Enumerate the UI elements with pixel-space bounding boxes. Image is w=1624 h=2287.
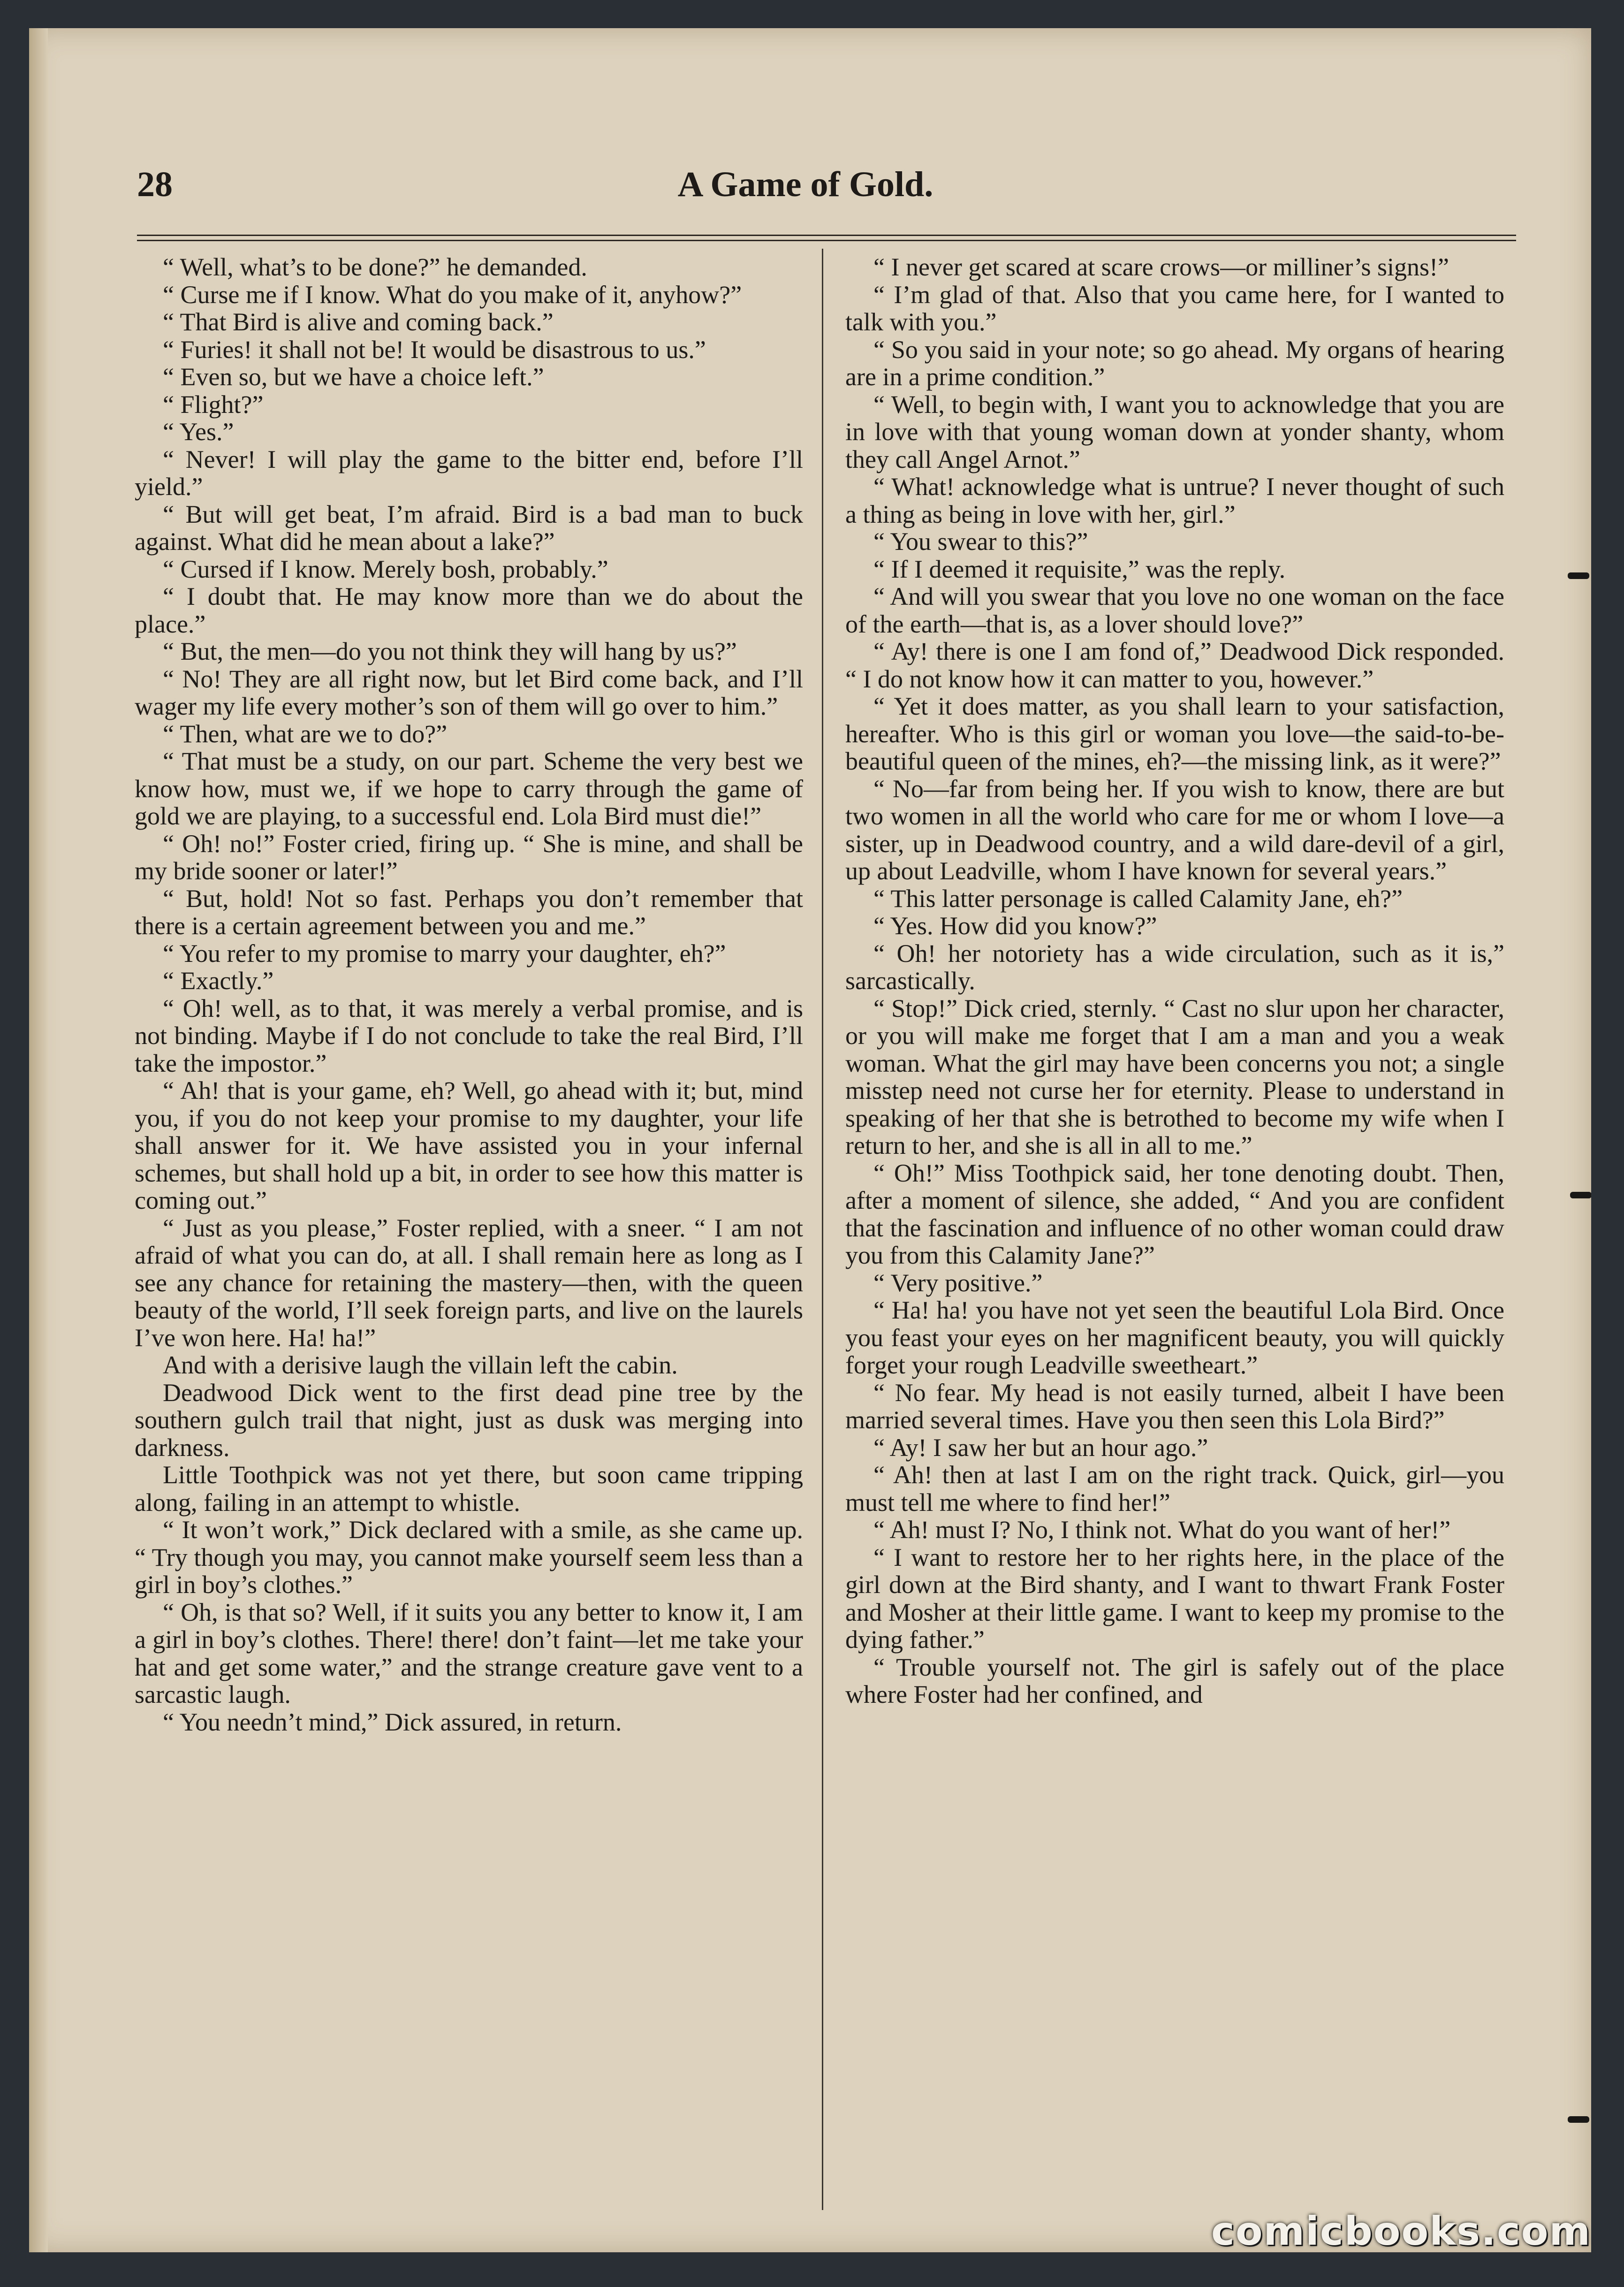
paragraph: “ So you said in your note; so go ahead. My organs of hearing are in a prime condition.” — [845, 335, 1504, 391]
ink-blot — [1568, 2116, 1589, 2123]
paragraph: Little Toothpick was not yet there, but soon came tripping along, failing in an attempt to whistle. — [135, 1461, 803, 1517]
paragraph: “ I want to restore her to her rights here, in the place of the girl down at the Bird shanty, and I want to thwart Frank Foster and Mosher at their little game. I want to keep my promise to the dying father.” — [845, 1543, 1504, 1654]
paragraph: “ This latter personage is called Calamity Jane, eh?” — [873, 884, 1403, 913]
page-header — [137, 155, 1474, 225]
paragraph: “ Ah! must I? No, I think not. What do you want of her!” — [873, 1516, 1451, 1544]
paragraph: “ That Bird is alive and coming back.” — [163, 308, 554, 336]
paragraph: “ Trouble yourself not. The girl is safely out of the place where Foster had her confined, and — [845, 1653, 1504, 1708]
paragraph: “ Cursed if I know. Merely bosh, probably.” — [163, 555, 608, 583]
paragraph: “ Ay! there is one I am fond of,” Deadwood Dick responded. “ I do not know how it can matter to you, however.” — [845, 637, 1504, 693]
paragraph: “ Then, what are we to do?” — [163, 719, 448, 748]
paragraph: “ Ay! I saw her but an hour ago.” — [873, 1433, 1208, 1462]
paragraph: “ Well, to begin with, I want you to acknowledge that you are in love with that young woman down at yonder shanty, whom they call Angel Arnot.” — [845, 390, 1504, 473]
paragraph: “ I doubt that. He may know more than we do about the place.” — [135, 582, 803, 638]
paragraph: “ Never! I will play the game to the bitter end, before I’ll yield.” — [135, 445, 803, 501]
paragraph: “ Yet it does matter, as you shall learn to your satisfaction, hereafter. Who is this girl or woman you love—the said-to-be-beautiful queen of the mines, eh?—the missing link, as it were?” — [845, 692, 1504, 775]
ink-blot — [1570, 1192, 1591, 1198]
paragraph: “ But, hold! Not so fast. Perhaps you don’t remember that there is a certain agreement between you and me.” — [135, 884, 803, 940]
paragraph: “ No fear. My head is not easily turned, albeit I have been married several times. Have you then seen this Lola Bird?” — [845, 1378, 1504, 1434]
paragraph: “ Curse me if I know. What do you make of it, anyhow?” — [163, 280, 742, 309]
paragraph: “ Oh! well, as to that, it was merely a verbal promise, and is not binding. Maybe if I do not conclude to take the real Bird, I’ll take the impostor.” — [135, 994, 803, 1077]
paragraph: “ But will get beat, I’m afraid. Bird is a bad man to buck against. What did he mean about a lake?” — [135, 500, 803, 556]
left-column — [135, 253, 803, 2210]
right-column — [845, 253, 1504, 2210]
paragraph: “ Ah! then at last I am on the right track. Quick, girl—you must tell me where to find her!” — [845, 1461, 1504, 1517]
paragraph: “ You refer to my promise to marry your daughter, eh?” — [163, 939, 726, 968]
paragraph: “ Flight?” — [163, 390, 264, 419]
paragraph: “ Yes. How did you know?” — [873, 912, 1157, 940]
paragraph: “ That must be a study, on our part. Scheme the very best we know how, must we, if we hope to carry through the game of gold we are playing, to a successful end. Lola Bird must die!” — [135, 747, 803, 830]
paragraph: “ You swear to this?” — [873, 527, 1088, 556]
paragraph: “ It won’t work,” Dick declared with a smile, as she came up. “ Try though you may, you cannot make yourself seem less than a girl in boy’s clothes.” — [135, 1516, 803, 1599]
site-watermark: comicbooks.com — [1211, 2208, 1591, 2254]
paragraph: “ I’m glad of that. Also that you came here, for I wanted to talk with you.” — [845, 280, 1504, 336]
page-number: 28 — [137, 165, 173, 204]
header-rule — [137, 235, 1516, 241]
paragraph: “ Ha! ha! you have not yet seen the beautiful Lola Bird. Once you feast your eyes on her magnificent beauty, you will quickly forget your rough Leadville sweetheart.” — [845, 1296, 1504, 1379]
paragraph: “ No—far from being her. If you wish to know, there are but two women in all the world who care for me or whom I love—a sister, up in Deadwood country, and a wild dare-devil of a girl, up about Leadville, whom I have known for several years.” — [845, 774, 1504, 885]
page-binding-edge — [29, 28, 48, 2252]
paragraph: “ No! They are all right now, but let Bird come back, and I’ll wager my life every mother’s son of them will go over to him.” — [135, 664, 803, 720]
paragraph: “ I never get scared at scare crows—or milliner’s signs!” — [873, 253, 1449, 281]
paragraph: Deadwood Dick went to the first dead pine tree by the southern gulch trail that night, just as dusk was merging into darkness. — [135, 1378, 803, 1462]
magazine-page — [29, 28, 1591, 2252]
running-title: A Game of Gold. — [677, 165, 933, 204]
paragraph: “ Well, what’s to be done?” he demanded. — [163, 253, 587, 281]
paragraph: “ What! acknowledge what is untrue? I never thought of such a thing as being in love with her, girl.” — [845, 473, 1504, 528]
column-divider — [822, 249, 823, 2210]
paragraph: “ Oh! her notoriety has a wide circulation, such as it is,” sarcastically. — [845, 939, 1504, 995]
paragraph: And with a derisive laugh the villain left the cabin. — [163, 1351, 678, 1379]
paragraph: “ Oh, is that so? Well, if it suits you any better to know it, I am a girl in boy’s clothes. There! there! don’t faint—let me take your hat and get some water,” and the strange creature gave vent to a sarcastic laugh. — [135, 1598, 803, 1708]
ink-blot — [1568, 572, 1589, 579]
paragraph: “ Ah! that is your game, eh? Well, go ahead with it; but, mind you, if you do not keep your promise to my daughter, your life shall answer for it. We have assisted you in your infernal schemes, but shall hold up a bit, in order to see how this matter is coming out.” — [135, 1076, 803, 1214]
paragraph: “ Oh! no!” Foster cried, firing up. “ She is mine, and shall be my bride sooner or later!” — [135, 829, 803, 885]
paragraph: “ But, the men—do you not think they will hang by us?” — [163, 637, 737, 665]
paragraph: “ Oh!” Miss Toothpick said, her tone denoting doubt. Then, after a moment of silence, she added, “ And you are confident that the fascination and influence of no other woman could draw you from this Calamity Jane?” — [845, 1159, 1504, 1269]
paragraph: “ If I deemed it requisite,” was the reply. — [873, 555, 1286, 583]
paragraph: “ Very positive.” — [873, 1268, 1043, 1297]
paragraph: “ Furies! it shall not be! It would be disastrous to us.” — [163, 335, 706, 364]
paragraph: “ Stop!” Dick cried, sternly. “ Cast no slur upon her character, or you will make me forget that I am a man and you a weak woman. What the girl may have been concerns you not; a single misstep need not curse her for eternity. Please to understand in speaking of her that she is betrothed to become my wife when I return to her, and she is all in all to me.” — [845, 994, 1504, 1159]
paragraph: “ Yes.” — [163, 418, 234, 446]
paragraph: “ Exactly.” — [163, 967, 274, 995]
paragraph: “ Even so, but we have a choice left.” — [163, 363, 544, 391]
paragraph: “ And will you swear that you love no one woman on the face of the earth—that is, as a lover should love?” — [845, 582, 1504, 638]
paragraph: “ You needn’t mind,” Dick assured, in return. — [163, 1708, 622, 1736]
paragraph: “ Just as you please,” Foster replied, with a sneer. “ I am not afraid of what you can do, at all. I shall remain here as long as I see any chance for retaining the mastery—then, with the queen beauty of the world, I’ll seek foreign parts, and live on the laurels I’ve won here. Ha! ha!” — [135, 1213, 803, 1352]
